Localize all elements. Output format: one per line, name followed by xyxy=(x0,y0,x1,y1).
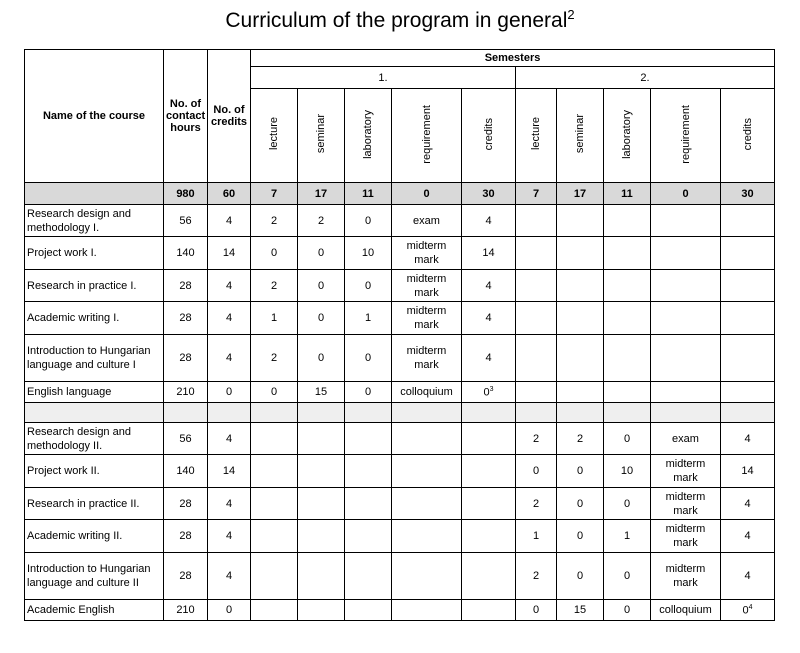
empty-cell xyxy=(462,403,516,423)
cell-value: 4 xyxy=(485,214,492,227)
empty-cell xyxy=(298,488,345,520)
totals-cell: 30 xyxy=(462,183,516,205)
header-semesters: Semesters xyxy=(251,50,775,67)
totals-name-cell xyxy=(25,183,164,205)
semester-cell xyxy=(604,488,651,520)
semester-cell xyxy=(462,335,516,382)
cell-value: 0 xyxy=(623,497,631,510)
course-credits: 4 xyxy=(208,270,251,302)
contact-hours: 140 xyxy=(164,455,208,488)
empty-cell xyxy=(345,488,392,520)
empty-cell xyxy=(721,382,775,403)
empty-cell xyxy=(604,270,651,302)
contact-hours: 56 xyxy=(164,423,208,455)
header-label: seminar xyxy=(574,114,586,154)
table-row xyxy=(25,520,775,553)
cell-value: midterm mark xyxy=(406,240,447,266)
cell-value: 4 xyxy=(485,279,492,292)
empty-cell xyxy=(462,488,516,520)
semester-cell xyxy=(298,335,345,382)
empty-cell xyxy=(25,403,164,423)
header-label: seminar xyxy=(315,114,327,154)
cell-value: exam xyxy=(672,432,699,445)
empty-cell xyxy=(516,205,557,237)
course-credits: 14 xyxy=(208,455,251,488)
cell-value: exam xyxy=(413,214,440,227)
course-credits: 4 xyxy=(208,335,251,382)
empty-cell xyxy=(721,237,775,270)
semester-cell xyxy=(721,423,775,455)
curriculum-table xyxy=(24,49,775,621)
requirement-cell xyxy=(651,423,721,455)
totals-row xyxy=(25,183,775,205)
semester-cell xyxy=(516,455,557,488)
cell-value: 0 xyxy=(576,465,584,477)
semester-cell xyxy=(516,600,557,621)
course-credits: 0 xyxy=(208,382,251,403)
cell-value: 2 xyxy=(576,432,584,445)
semester-cell xyxy=(604,455,651,488)
semester-cell xyxy=(516,423,557,455)
cell-value: colloquium xyxy=(400,386,453,398)
course-name: English language xyxy=(25,382,164,403)
cell-value: 0 xyxy=(364,279,372,292)
empty-cell xyxy=(516,335,557,382)
contact-hours: 28 xyxy=(164,520,208,553)
semester-cell xyxy=(251,237,298,270)
requirement-cell xyxy=(651,455,721,488)
cell-value: 0 xyxy=(317,279,325,292)
semester-cell xyxy=(557,488,604,520)
empty-cell xyxy=(604,237,651,270)
empty-cell xyxy=(251,520,298,553)
course-credits: 0 xyxy=(208,600,251,621)
semester-cell xyxy=(462,237,516,270)
empty-cell xyxy=(251,423,298,455)
cell-value: 15 xyxy=(573,604,587,616)
semester-cell xyxy=(298,205,345,237)
header-label: laboratory xyxy=(621,109,633,159)
empty-cell xyxy=(651,335,721,382)
table-row xyxy=(25,423,775,455)
empty-cell xyxy=(516,270,557,302)
course-name: Introduction to Hungarian language and culture II xyxy=(25,553,164,600)
contact-hours: 210 xyxy=(164,382,208,403)
requirement-cell xyxy=(651,488,721,520)
course-name: Research in practice II. xyxy=(25,488,164,520)
empty-cell xyxy=(516,237,557,270)
semester-cell xyxy=(604,423,651,455)
cell-value: 0 xyxy=(364,214,372,227)
requirement-cell xyxy=(651,553,721,600)
cell-value: 0 xyxy=(317,312,325,324)
empty-cell xyxy=(604,205,651,237)
header-sem2-laboratory xyxy=(604,89,651,183)
course-name: Research design and methodology I. xyxy=(25,205,164,237)
empty-cell xyxy=(392,403,462,423)
empty-cell xyxy=(208,403,251,423)
semester-cell xyxy=(462,382,516,403)
contact-hours: 28 xyxy=(164,335,208,382)
course-credits: 4 xyxy=(208,302,251,335)
course-name: Academic writing I. xyxy=(25,302,164,335)
empty-cell xyxy=(462,600,516,621)
empty-cell xyxy=(557,205,604,237)
cell-value: colloquium xyxy=(659,604,712,616)
semester-cell xyxy=(251,302,298,335)
empty-cell xyxy=(651,403,721,423)
course-name: Research in practice I. xyxy=(25,270,164,302)
requirement-cell xyxy=(392,205,462,237)
empty-cell xyxy=(516,382,557,403)
cell-value: 2 xyxy=(532,570,540,582)
semester-cell xyxy=(298,382,345,403)
semester-cell xyxy=(298,270,345,302)
totals-cell: 0 xyxy=(392,183,462,205)
header-label: lecture xyxy=(268,117,280,151)
cell-value: 0 xyxy=(623,604,631,616)
empty-cell xyxy=(251,553,298,600)
contact-hours: 28 xyxy=(164,302,208,335)
empty-cell xyxy=(651,270,721,302)
table-row xyxy=(25,455,775,488)
semester-cell xyxy=(462,205,516,237)
course-credits: 4 xyxy=(208,553,251,600)
cell-value: 14 xyxy=(482,247,495,259)
cell-value: midterm mark xyxy=(406,272,447,299)
semester-cell xyxy=(462,270,516,302)
semester-cell xyxy=(345,205,392,237)
empty-cell xyxy=(392,553,462,600)
contact-hours: 28 xyxy=(164,553,208,600)
cell-value: 0 xyxy=(317,352,325,364)
cell-value: 2 xyxy=(317,214,325,227)
empty-cell xyxy=(392,423,462,455)
header-label: requirement xyxy=(679,104,692,164)
semester-cell xyxy=(557,455,604,488)
header-label: requirement xyxy=(420,104,433,164)
cell-value: 2 xyxy=(532,432,540,445)
cell-value: 2 xyxy=(532,497,540,510)
empty-cell xyxy=(298,423,345,455)
cell-value: 0 xyxy=(623,570,631,582)
empty-cell xyxy=(516,302,557,335)
cell-value: 4 xyxy=(485,352,492,364)
cell-value: 0 xyxy=(623,432,631,445)
header-sem1-laboratory xyxy=(345,89,392,183)
course-credits: 4 xyxy=(208,488,251,520)
empty-cell xyxy=(651,382,721,403)
semester-cell xyxy=(345,382,392,403)
empty-cell xyxy=(462,423,516,455)
cell-value: 0 xyxy=(576,570,584,582)
semester-cell xyxy=(345,270,392,302)
header-contact-hours: No. of contact hours xyxy=(164,50,208,183)
empty-cell xyxy=(721,270,775,302)
semester-cell xyxy=(557,520,604,553)
semester-cell xyxy=(251,270,298,302)
empty-cell xyxy=(392,488,462,520)
totals-cell: 11 xyxy=(604,183,651,205)
page-title xyxy=(0,6,800,36)
semester-cell xyxy=(516,488,557,520)
totals-cell: 60 xyxy=(208,183,251,205)
semester-cell xyxy=(557,600,604,621)
cell-value: 2 xyxy=(270,214,278,227)
cell-value: 0 xyxy=(317,247,325,259)
cell-value: midterm mark xyxy=(406,305,447,331)
header-label: credits xyxy=(482,117,495,151)
cell-value: midterm mark xyxy=(665,490,706,517)
header-course-name: Name of the course xyxy=(25,50,164,183)
empty-cell xyxy=(651,302,721,335)
totals-cell: 11 xyxy=(345,183,392,205)
semester-cell xyxy=(721,600,775,621)
cell-value: 1 xyxy=(532,530,540,542)
footnote-mark: 3 xyxy=(489,385,494,393)
semester-cell xyxy=(604,553,651,600)
course-name: Academic English xyxy=(25,600,164,621)
empty-cell xyxy=(345,553,392,600)
semester-cell xyxy=(298,237,345,270)
contact-hours: 28 xyxy=(164,488,208,520)
totals-cell: 7 xyxy=(516,183,557,205)
empty-cell xyxy=(651,237,721,270)
header-sem2-credits xyxy=(721,89,775,183)
empty-cell xyxy=(721,205,775,237)
empty-cell xyxy=(557,302,604,335)
footnote-mark: 4 xyxy=(748,603,753,611)
table-row xyxy=(25,335,775,382)
empty-cell xyxy=(557,382,604,403)
header-credits: No. of credits xyxy=(208,50,251,183)
cell-value: 1 xyxy=(623,530,631,542)
cell-value: 4 xyxy=(744,497,751,510)
semester-cell xyxy=(516,553,557,600)
empty-cell xyxy=(557,237,604,270)
requirement-cell xyxy=(392,237,462,270)
empty-cell xyxy=(298,600,345,621)
semester-cell xyxy=(298,302,345,335)
totals-cell: 17 xyxy=(557,183,604,205)
cell-value: 0 xyxy=(364,352,372,364)
course-credits: 4 xyxy=(208,205,251,237)
empty-cell xyxy=(557,335,604,382)
table-row xyxy=(25,600,775,621)
semester-cell xyxy=(721,455,775,488)
cell-value: 0 xyxy=(532,604,540,616)
header-sem1-credits xyxy=(462,89,516,183)
contact-hours: 210 xyxy=(164,600,208,621)
empty-cell xyxy=(392,455,462,488)
title-footnote-mark: 2 xyxy=(567,7,575,22)
cell-value: 4 xyxy=(485,312,492,324)
semester-cell xyxy=(345,335,392,382)
cell-value: 4 xyxy=(744,530,751,542)
totals-cell: 980 xyxy=(164,183,208,205)
header-sem1-lecture xyxy=(251,89,298,183)
cell-value: 0 xyxy=(270,247,278,259)
empty-cell xyxy=(298,455,345,488)
semester-cell xyxy=(345,237,392,270)
totals-cell: 17 xyxy=(298,183,345,205)
empty-cell xyxy=(345,600,392,621)
totals-cell: 7 xyxy=(251,183,298,205)
course-name: Academic writing II. xyxy=(25,520,164,553)
course-name: Project work I. xyxy=(25,237,164,270)
table-row xyxy=(25,553,775,600)
header-label: credits xyxy=(741,117,754,151)
cell-value: 10 xyxy=(361,247,375,259)
header-sem2-seminar xyxy=(557,89,604,183)
course-credits: 14 xyxy=(208,237,251,270)
requirement-cell xyxy=(651,520,721,553)
empty-cell xyxy=(557,270,604,302)
empty-cell xyxy=(298,520,345,553)
empty-cell xyxy=(462,520,516,553)
requirement-cell xyxy=(392,302,462,335)
semester-cell xyxy=(721,553,775,600)
cell-value: 4 xyxy=(744,432,751,445)
header-semester-2: 2. xyxy=(516,67,775,89)
empty-cell xyxy=(251,488,298,520)
course-name: Introduction to Hungarian language and culture I xyxy=(25,335,164,382)
header-sem1-requirement xyxy=(392,89,462,183)
cell-value: 0 xyxy=(532,465,540,477)
empty-cell xyxy=(392,520,462,553)
requirement-cell xyxy=(651,600,721,621)
semester-cell xyxy=(251,205,298,237)
empty-cell xyxy=(251,600,298,621)
table-row xyxy=(25,270,775,302)
empty-cell xyxy=(298,553,345,600)
empty-cell xyxy=(345,455,392,488)
cell-value: 14 xyxy=(741,465,754,477)
semester-cell xyxy=(604,600,651,621)
empty-cell xyxy=(721,302,775,335)
empty-cell xyxy=(651,205,721,237)
empty-cell xyxy=(345,403,392,423)
empty-cell xyxy=(516,403,557,423)
table-row xyxy=(25,205,775,237)
empty-cell xyxy=(298,403,345,423)
cell-value: 2 xyxy=(270,279,278,292)
empty-cell xyxy=(557,403,604,423)
table-row xyxy=(25,237,775,270)
empty-cell xyxy=(604,302,651,335)
header-label: lecture xyxy=(530,117,542,151)
semester-cell xyxy=(462,302,516,335)
table-row xyxy=(25,382,775,403)
empty-cell xyxy=(345,520,392,553)
semester-cell xyxy=(557,553,604,600)
separator-row xyxy=(25,403,775,423)
semester-cell xyxy=(721,520,775,553)
empty-cell xyxy=(462,455,516,488)
cell-value: 4 xyxy=(744,570,751,582)
cell-value: 10 xyxy=(620,465,634,477)
cell-value: 0 xyxy=(364,386,372,398)
empty-cell xyxy=(604,382,651,403)
course-name: Research design and methodology II. xyxy=(25,423,164,455)
empty-cell xyxy=(604,403,651,423)
empty-cell xyxy=(251,455,298,488)
contact-hours: 28 xyxy=(164,270,208,302)
cell-value: midterm mark xyxy=(665,458,706,484)
empty-cell xyxy=(164,403,208,423)
empty-cell xyxy=(345,423,392,455)
totals-cell: 0 xyxy=(651,183,721,205)
title-text: Curriculum of the program in general xyxy=(225,9,568,32)
semester-cell xyxy=(557,423,604,455)
header-sem2-requirement xyxy=(651,89,721,183)
contact-hours: 140 xyxy=(164,237,208,270)
empty-cell xyxy=(462,553,516,600)
semester-cell xyxy=(604,520,651,553)
empty-cell xyxy=(721,403,775,423)
cell-value: 1 xyxy=(364,312,372,324)
totals-cell: 30 xyxy=(721,183,775,205)
contact-hours: 56 xyxy=(164,205,208,237)
table-row xyxy=(25,302,775,335)
cell-value: midterm mark xyxy=(665,523,706,549)
cell-value: 0 xyxy=(576,530,584,542)
cell-value: 2 xyxy=(270,352,278,364)
semester-cell xyxy=(251,382,298,403)
table-row xyxy=(25,488,775,520)
cell-value: 0 xyxy=(483,386,490,399)
semester-cell xyxy=(345,302,392,335)
cell-value: 0 xyxy=(270,386,278,398)
semester-cell xyxy=(516,520,557,553)
requirement-cell xyxy=(392,270,462,302)
cell-value: 0 xyxy=(742,604,749,617)
cell-value: midterm mark xyxy=(665,563,706,589)
semester-cell xyxy=(251,335,298,382)
cell-value: 0 xyxy=(576,497,584,510)
cell-value: 15 xyxy=(314,386,328,398)
semester-cell xyxy=(721,488,775,520)
header-sem2-lecture xyxy=(516,89,557,183)
course-credits: 4 xyxy=(208,520,251,553)
header-sem1-seminar xyxy=(298,89,345,183)
empty-cell xyxy=(721,335,775,382)
cell-value: midterm mark xyxy=(406,345,447,371)
header-semester-1: 1. xyxy=(251,67,516,89)
course-name: Project work II. xyxy=(25,455,164,488)
empty-cell xyxy=(392,600,462,621)
header-label: laboratory xyxy=(362,109,374,159)
requirement-cell xyxy=(392,335,462,382)
cell-value: 1 xyxy=(270,312,278,324)
course-credits: 4 xyxy=(208,423,251,455)
requirement-cell xyxy=(392,382,462,403)
empty-cell xyxy=(251,403,298,423)
empty-cell xyxy=(604,335,651,382)
